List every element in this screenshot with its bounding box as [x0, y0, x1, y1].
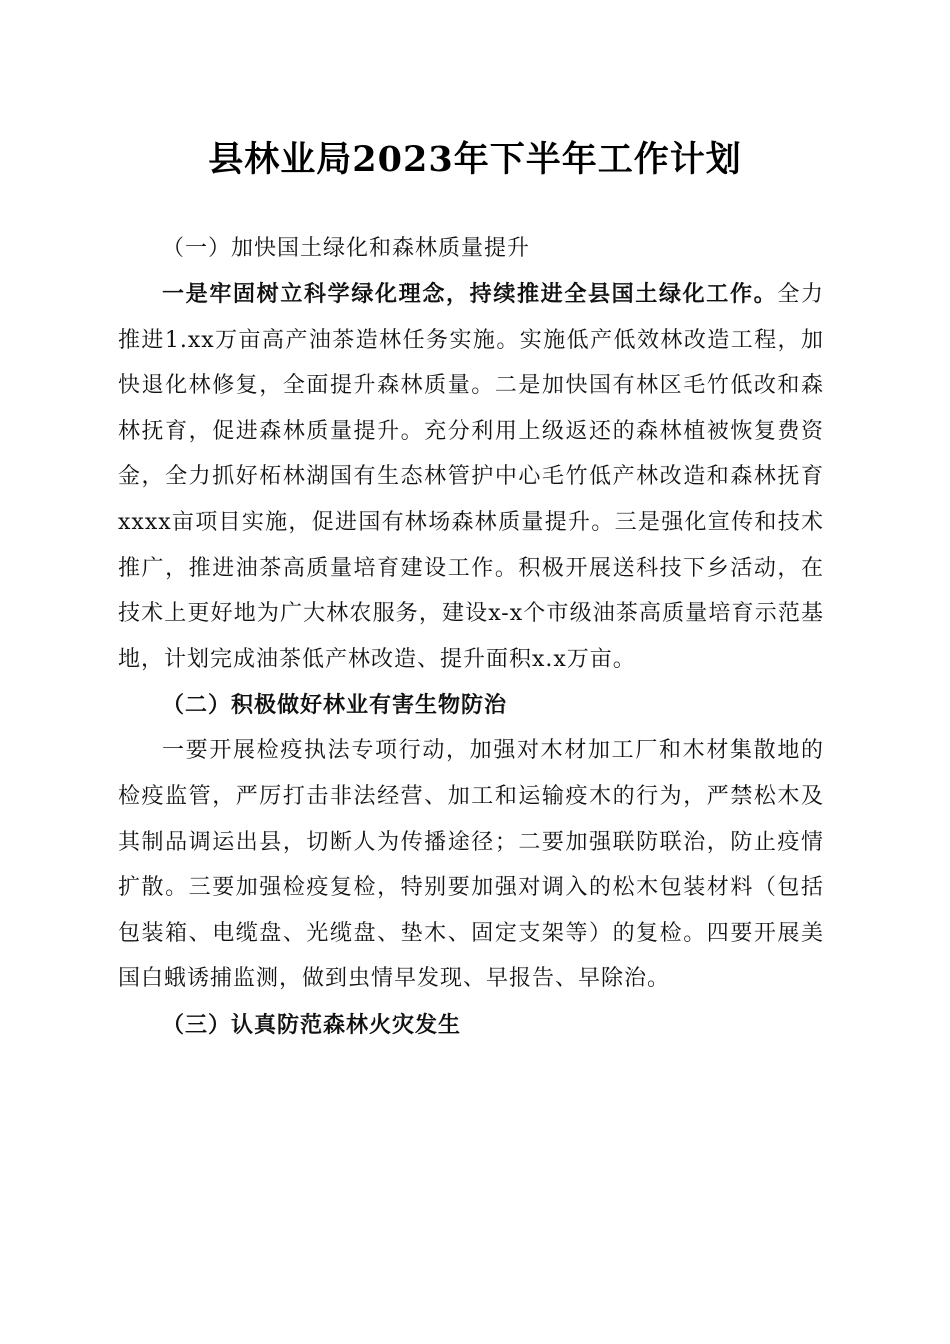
section-2-paragraph: 一要开展检疫执法专项行动，加强对木材加工厂和木材集散地的检疫监管，严厉打击非法经营、加工和运输疫木的行为，严禁松木及其制品调运出县，切断人为传播途径；二要加强联防联治，防止疫情扩散。三要加强检疫复检，特别要加强对调入的松木包装材料（包括包装箱、电缆盘、光缆盘、垫木、固定支架等）的复检。四要开展美国白蛾诱捕监测，做到虫情早发现、早报告、早除治。 — [118, 738, 824, 992]
section-1-lead-sentence: 一是牢固树立科学绿化理念，持续推进全县国土绿化工作。 — [162, 281, 778, 307]
section-1-body: 全力推进1.xx万亩高产油茶造林任务实施。实施低产低效林改造工程，加快退化林修复，全面提升森林质量。二是加快国有林区毛竹低改和森林抚育，促进森林质量提升。充分利用上级返还的森林植被恢复费资金，全力抓好柘林湖国有生态林管护中心毛竹低产林改造和森林抚育xxxx亩项目实施，促进国有林场森林质量提升。三是强化宣传和技术推广，推进油茶高质量培育建设工作。积极开展送科技下乡活动，在技术上更好地为广大林农服务，建设x-x个市级油茶高质量培育示范基地，计划完成油茶低产林改造、提升面积x.x万亩。 — [118, 282, 824, 672]
document-body — [118, 226, 824, 1048]
section-1-paragraph — [118, 272, 824, 682]
section-heading-1: （一）加快国土绿化和森林质量提升 — [162, 236, 531, 261]
section-heading-3: （三）认真防范森林火灾发生 — [162, 1011, 462, 1038]
document-title: 县林业局2023年下半年工作计划 — [208, 139, 742, 180]
section-heading-2: （二）积极做好林业有害生物防治 — [162, 692, 508, 719]
